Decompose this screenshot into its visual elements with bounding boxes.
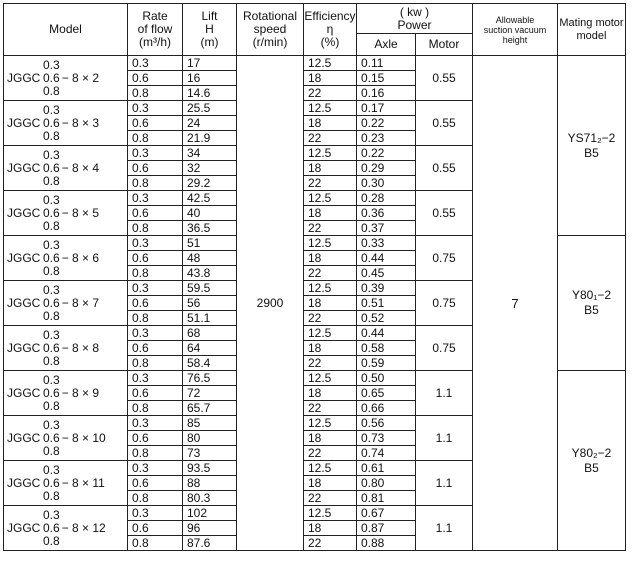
axle-power-cell: 0.37 <box>357 221 416 236</box>
rate-of-flow-cell: 0.3 <box>128 371 183 386</box>
model-cell <box>4 56 128 101</box>
efficiency-cell: 12.5 <box>304 371 357 386</box>
rate-of-flow-cell: 0.6 <box>128 251 183 266</box>
model-size-top: 0.3 <box>43 57 60 72</box>
motor-power-cell: 0.55 <box>416 146 473 191</box>
mating-motor-flange: B5 <box>584 303 599 317</box>
header-rotational-speed: Rotational speed (r/min) <box>237 4 304 56</box>
axle-power-cell: 0.45 <box>357 266 416 281</box>
model-cell <box>4 461 128 506</box>
lift-cell: 64 <box>183 341 237 356</box>
efficiency-cell: 18 <box>304 296 357 311</box>
rate-of-flow-cell: 0.3 <box>128 416 183 431</box>
lift-cell: 87.6 <box>183 536 237 551</box>
table-body <box>4 56 626 551</box>
axle-power-cell: 0.28 <box>357 191 416 206</box>
model-size-bottom: 0.8 <box>43 533 60 548</box>
rate-of-flow-cell: 0.3 <box>128 146 183 161</box>
model-size-mid: 0.6 <box>43 205 60 220</box>
axle-power-cell: 0.16 <box>357 86 416 101</box>
motor-power-cell: 0.75 <box>416 326 473 371</box>
model-size-mid: 0.6 <box>43 295 60 310</box>
axle-power-cell: 0.22 <box>357 146 416 161</box>
axle-power-cell: 0.50 <box>357 371 416 386</box>
lift-cell: 29.2 <box>183 176 237 191</box>
suction-height-cell: 7 <box>473 56 558 551</box>
rate-of-flow-cell: 0.8 <box>128 266 183 281</box>
pump-spec-table <box>3 3 626 551</box>
header-power: ( kw ) Power <box>357 4 473 34</box>
lift-cell: 65.7 <box>183 401 237 416</box>
axle-power-cell: 0.74 <box>357 446 416 461</box>
efficiency-cell: 18 <box>304 386 357 401</box>
model-size-bottom: 0.8 <box>43 308 60 323</box>
lift-cell: 48 <box>183 251 237 266</box>
efficiency-cell: 12.5 <box>304 236 357 251</box>
motor-power-cell: 0.55 <box>416 101 473 146</box>
rate-of-flow-cell: 0.8 <box>128 311 183 326</box>
motor-power-cell: 1.1 <box>416 461 473 506</box>
efficiency-cell: 22 <box>304 491 357 506</box>
axle-power-cell: 0.33 <box>357 236 416 251</box>
efficiency-cell: 22 <box>304 131 357 146</box>
model-cell <box>4 191 128 236</box>
header-motor: Motor <box>416 34 473 56</box>
rate-of-flow-cell: 0.3 <box>128 281 183 296</box>
lift-cell: 76.5 <box>183 371 237 386</box>
rate-of-flow-cell: 0.8 <box>128 221 183 236</box>
lift-cell: 34 <box>183 146 237 161</box>
rate-of-flow-cell: 0.8 <box>128 401 183 416</box>
axle-power-cell: 0.11 <box>357 56 416 71</box>
axle-power-cell: 0.15 <box>357 71 416 86</box>
efficiency-cell: 22 <box>304 221 357 236</box>
model-cell <box>4 506 128 551</box>
motor-power-cell: 1.1 <box>416 506 473 551</box>
axle-power-cell: 0.44 <box>357 251 416 266</box>
model-prefix: JGGC <box>7 205 41 220</box>
model-stages: − 8 × 12 <box>61 520 106 535</box>
axle-power-cell: 0.51 <box>357 296 416 311</box>
model-size-bottom: 0.8 <box>43 83 60 98</box>
model-stages: − 8 × 4 <box>61 160 100 175</box>
model-size-bottom: 0.8 <box>43 218 60 233</box>
motor-power-cell: 0.55 <box>416 191 473 236</box>
model-cell <box>4 416 128 461</box>
lift-cell: 85 <box>183 416 237 431</box>
lift-cell: 51.1 <box>183 311 237 326</box>
model-stages: − 8 × 11 <box>61 475 105 490</box>
lift-cell: 51 <box>183 236 237 251</box>
header-lift: Lift H (m) <box>183 4 237 56</box>
model-stages: − 8 × 6 <box>61 250 100 265</box>
lift-cell: 56 <box>183 296 237 311</box>
rate-of-flow-cell: 0.6 <box>128 206 183 221</box>
model-size-bottom: 0.8 <box>43 398 60 413</box>
model-size-mid: 0.6 <box>43 475 60 490</box>
rate-of-flow-cell: 0.6 <box>128 161 183 176</box>
lift-cell: 88 <box>183 476 237 491</box>
model-prefix: JGGC <box>7 70 41 85</box>
lift-cell: 32 <box>183 161 237 176</box>
model-prefix: JGGC <box>7 340 41 355</box>
model-cell <box>4 281 128 326</box>
model-size-bottom: 0.8 <box>43 128 60 143</box>
efficiency-cell: 22 <box>304 86 357 101</box>
lift-cell: 102 <box>183 506 237 521</box>
lift-cell: 80 <box>183 431 237 446</box>
lift-cell: 80.3 <box>183 491 237 506</box>
lift-cell: 73 <box>183 446 237 461</box>
model-stages: − 8 × 7 <box>61 295 100 310</box>
model-size-mid: 0.6 <box>43 430 60 445</box>
model-size-bottom: 0.8 <box>43 443 60 458</box>
rate-of-flow-cell: 0.8 <box>128 446 183 461</box>
axle-power-cell: 0.23 <box>357 131 416 146</box>
lift-cell: 59.5 <box>183 281 237 296</box>
rate-of-flow-cell: 0.6 <box>128 431 183 446</box>
model-size-top: 0.3 <box>43 192 60 207</box>
axle-power-cell: 0.61 <box>357 461 416 476</box>
efficiency-cell: 18 <box>304 71 357 86</box>
lift-cell: 21.9 <box>183 131 237 146</box>
axle-power-cell: 0.73 <box>357 431 416 446</box>
model-size-mid: 0.6 <box>43 520 60 535</box>
mating-motor-cell <box>558 371 626 551</box>
axle-power-cell: 0.87 <box>357 521 416 536</box>
mating-motor-cell <box>558 236 626 371</box>
rate-of-flow-cell: 0.3 <box>128 191 183 206</box>
model-size-bottom: 0.8 <box>43 263 60 278</box>
model-size-bottom: 0.8 <box>43 173 60 188</box>
header-axle: Axle <box>357 34 416 56</box>
lift-cell: 96 <box>183 521 237 536</box>
lift-cell: 72 <box>183 386 237 401</box>
model-prefix: JGGC <box>7 430 41 445</box>
model-size-top: 0.3 <box>43 282 60 297</box>
efficiency-cell: 22 <box>304 176 357 191</box>
efficiency-cell: 18 <box>304 116 357 131</box>
rate-of-flow-cell: 0.6 <box>128 386 183 401</box>
rate-of-flow-cell: 0.8 <box>128 356 183 371</box>
efficiency-cell: 12.5 <box>304 191 357 206</box>
efficiency-cell: 22 <box>304 446 357 461</box>
efficiency-cell: 12.5 <box>304 56 357 71</box>
model-cell <box>4 371 128 416</box>
model-size-mid: 0.6 <box>43 160 60 175</box>
axle-power-cell: 0.22 <box>357 116 416 131</box>
mating-motor-flange: B5 <box>584 145 599 160</box>
axle-power-cell: 0.58 <box>357 341 416 356</box>
model-stages: − 8 × 10 <box>61 430 106 445</box>
lift-cell: 42.5 <box>183 191 237 206</box>
axle-power-cell: 0.81 <box>357 491 416 506</box>
rate-of-flow-cell: 0.6 <box>128 71 183 86</box>
efficiency-cell: 18 <box>304 341 357 356</box>
efficiency-cell: 12.5 <box>304 506 357 521</box>
model-size-top: 0.3 <box>43 507 60 522</box>
motor-power-cell: 1.1 <box>416 416 473 461</box>
lift-cell: 36.5 <box>183 221 237 236</box>
model-cell <box>4 236 128 281</box>
model-size-bottom: 0.8 <box>43 353 60 368</box>
axle-power-cell: 0.80 <box>357 476 416 491</box>
model-size-mid: 0.6 <box>43 340 60 355</box>
rate-of-flow-cell: 0.6 <box>128 476 183 491</box>
efficiency-cell: 12.5 <box>304 101 357 116</box>
lift-cell: 43.8 <box>183 266 237 281</box>
header-mating-motor-model: Mating motor model <box>558 4 626 56</box>
efficiency-cell: 12.5 <box>304 416 357 431</box>
mating-motor-cell <box>558 56 626 236</box>
efficiency-cell: 18 <box>304 521 357 536</box>
model-size-top: 0.3 <box>43 102 60 117</box>
model-size-mid: 0.6 <box>43 115 60 130</box>
motor-power-cell: 1.1 <box>416 371 473 416</box>
rate-of-flow-cell: 0.8 <box>128 491 183 506</box>
axle-power-cell: 0.67 <box>357 506 416 521</box>
efficiency-cell: 22 <box>304 401 357 416</box>
rate-of-flow-cell: 0.6 <box>128 296 183 311</box>
mating-motor-model: Y80₂−2 <box>571 445 612 460</box>
model-prefix: JGGC <box>7 385 41 400</box>
model-cell <box>4 326 128 371</box>
model-prefix: JGGC <box>7 475 41 490</box>
model-size-mid: 0.6 <box>43 385 60 400</box>
model-prefix: JGGC <box>7 160 41 175</box>
rate-of-flow-cell: 0.3 <box>128 101 183 116</box>
model-stages: − 8 × 5 <box>61 205 100 220</box>
efficiency-cell: 18 <box>304 251 357 266</box>
model-stages: − 8 × 3 <box>61 115 100 130</box>
lift-cell: 24 <box>183 116 237 131</box>
lift-cell: 68 <box>183 326 237 341</box>
axle-power-cell: 0.30 <box>357 176 416 191</box>
axle-power-cell: 0.44 <box>357 326 416 341</box>
lift-cell: 25.5 <box>183 101 237 116</box>
model-stages: − 8 × 9 <box>61 385 100 400</box>
efficiency-cell: 12.5 <box>304 326 357 341</box>
efficiency-cell: 22 <box>304 311 357 326</box>
model-prefix: JGGC <box>7 295 41 310</box>
rate-of-flow-cell: 0.3 <box>128 461 183 476</box>
axle-power-cell: 0.59 <box>357 356 416 371</box>
model-cell <box>4 101 128 146</box>
axle-power-cell: 0.65 <box>357 386 416 401</box>
rate-of-flow-cell: 0.6 <box>128 341 183 356</box>
lift-cell: 58.4 <box>183 356 237 371</box>
axle-power-cell: 0.17 <box>357 101 416 116</box>
efficiency-cell: 12.5 <box>304 461 357 476</box>
lift-cell: 17 <box>183 56 237 71</box>
motor-power-cell: 0.75 <box>416 236 473 281</box>
header-rate-of-flow: Rate of flow (m³/h) <box>128 4 183 56</box>
lift-cell: 40 <box>183 206 237 221</box>
model-stages: − 8 × 2 <box>61 70 100 85</box>
rate-of-flow-cell: 0.8 <box>128 176 183 191</box>
rate-of-flow-cell: 0.3 <box>128 506 183 521</box>
model-prefix: JGGC <box>7 250 41 265</box>
model-cell <box>4 146 128 191</box>
efficiency-cell: 22 <box>304 356 357 371</box>
model-size-bottom: 0.8 <box>43 488 60 503</box>
lift-cell: 93.5 <box>183 461 237 476</box>
efficiency-cell: 18 <box>304 476 357 491</box>
efficiency-cell: 22 <box>304 536 357 551</box>
model-stages: − 8 × 8 <box>61 340 100 355</box>
rotational-speed-cell: 2900 <box>237 56 304 551</box>
axle-power-cell: 0.56 <box>357 416 416 431</box>
axle-power-cell: 0.36 <box>357 206 416 221</box>
axle-power-cell: 0.29 <box>357 161 416 176</box>
motor-power-cell: 0.75 <box>416 281 473 326</box>
lift-cell: 14.6 <box>183 86 237 101</box>
rate-of-flow-cell: 0.6 <box>128 116 183 131</box>
efficiency-cell: 12.5 <box>304 281 357 296</box>
mating-motor-model: YS71₂−2 <box>567 130 616 145</box>
rate-of-flow-cell: 0.3 <box>128 236 183 251</box>
efficiency-cell: 12.5 <box>304 146 357 161</box>
rate-of-flow-cell: 0.6 <box>128 521 183 536</box>
mating-motor-model: Y80₁−2 <box>571 288 612 302</box>
model-size-top: 0.3 <box>43 462 60 477</box>
model-prefix: JGGC <box>7 520 41 535</box>
rate-of-flow-cell: 0.3 <box>128 56 183 71</box>
lift-cell: 16 <box>183 71 237 86</box>
axle-power-cell: 0.39 <box>357 281 416 296</box>
header-model: Model <box>4 4 128 56</box>
efficiency-cell: 18 <box>304 206 357 221</box>
model-size-top: 0.3 <box>43 147 60 162</box>
efficiency-cell: 18 <box>304 161 357 176</box>
model-size-mid: 0.6 <box>43 70 60 85</box>
model-size-top: 0.3 <box>43 327 60 342</box>
header-allowable-suction-vacuum-height: Allowable suction vacuum height <box>473 4 558 56</box>
model-size-top: 0.3 <box>43 372 60 387</box>
axle-power-cell: 0.52 <box>357 311 416 326</box>
header-efficiency: Efficiency η (%) <box>304 4 357 56</box>
axle-power-cell: 0.66 <box>357 401 416 416</box>
table-row <box>4 56 626 71</box>
axle-power-cell: 0.88 <box>357 536 416 551</box>
efficiency-cell: 18 <box>304 431 357 446</box>
rate-of-flow-cell: 0.8 <box>128 131 183 146</box>
rate-of-flow-cell: 0.8 <box>128 86 183 101</box>
mating-motor-flange: B5 <box>584 460 599 475</box>
rate-of-flow-cell: 0.3 <box>128 326 183 341</box>
motor-power-cell: 0.55 <box>416 56 473 101</box>
model-size-top: 0.3 <box>43 417 60 432</box>
model-size-mid: 0.6 <box>43 250 60 265</box>
model-prefix: JGGC <box>7 115 41 130</box>
efficiency-cell: 22 <box>304 266 357 281</box>
model-size-top: 0.3 <box>43 237 60 252</box>
pump-spec-table-container <box>3 3 626 551</box>
rate-of-flow-cell: 0.8 <box>128 536 183 551</box>
